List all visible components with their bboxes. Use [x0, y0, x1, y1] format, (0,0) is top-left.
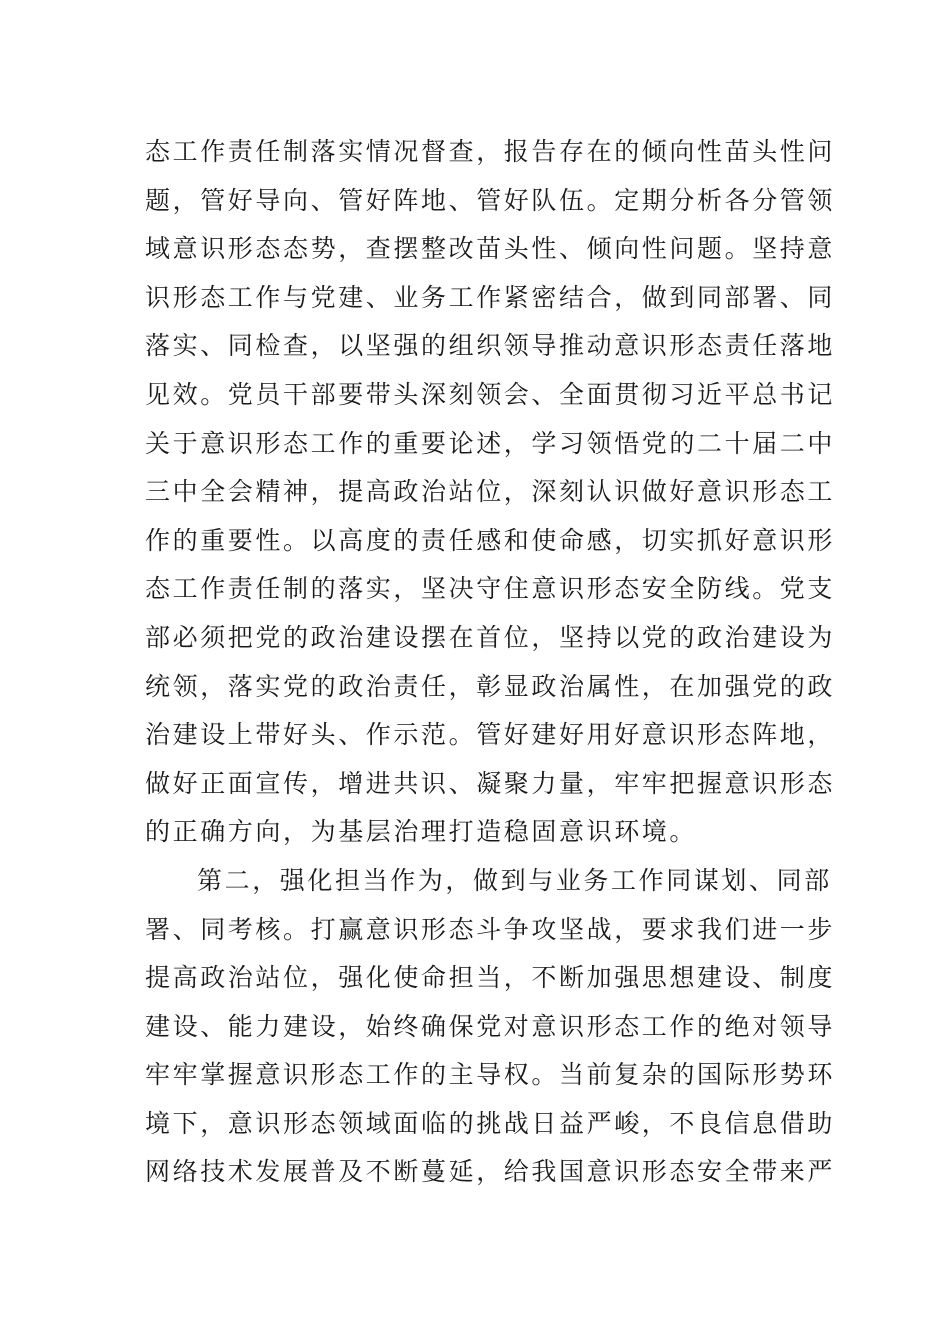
text-line: 提高政治站位，强化使命担当，不断加强思想建设、制度: [145, 963, 836, 993]
text-line: 关于意识形态工作的重要论述，学习领悟党的二十届二中: [145, 428, 836, 458]
text-line: 境下，意识形态领域面临的挑战日益严峻，不良信息借助: [145, 1108, 836, 1138]
text-line: 部必须把党的政治建设摆在首位，坚持以党的政治建设为: [145, 622, 836, 652]
text-line: 网络技术发展普及不断蔓延，给我国意识形态安全带来严: [145, 1157, 836, 1187]
text-line: 治建设上带好头、作示范。管好建好用好意识形态阵地，: [145, 720, 836, 750]
paragraph-start-line: 第二，强化担当作为，做到与业务工作同谋划、同部: [197, 865, 832, 895]
text-line: 三中全会精神，提高政治站位，深刻认识做好意识形态工: [145, 477, 836, 507]
text-line: 态工作责任制落实情况督查，报告存在的倾向性苗头性问: [145, 137, 836, 166]
text-line: 落实、同检查，以坚强的组织领导推动意识形态责任落地: [145, 331, 836, 361]
text-line: 域意识形态态势，查摆整改苗头性、倾向性问题。坚持意: [145, 234, 836, 264]
text-line: 的正确方向，为基层治理打造稳固意识环境。: [145, 817, 698, 847]
text-line: 建设、能力建设，始终确保党对意识形态工作的绝对领导: [145, 1011, 836, 1041]
text-line: 见效。党员干部要带头深刻领会、全面贯彻习近平总书记: [145, 379, 836, 409]
text-line: 态工作责任制的落实，坚决守住意识形态安全防线。党支: [145, 574, 836, 604]
text-line: 做好正面宣传，增进共识、凝聚力量，牢牢把握意识形态: [145, 768, 836, 798]
text-line: 作的重要性。以高度的责任感和使命感，切实抓好意识形: [145, 525, 836, 555]
text-line: 署、同考核。打赢意识形态斗争攻坚战，要求我们进一步: [145, 914, 836, 944]
text-line: 统领，落实党的政治责任，彰显政治属性，在加强党的政: [145, 671, 836, 701]
body-text: [145, 128, 836, 1197]
text-line: 题，管好导向、管好阵地、管好队伍。定期分析各分管领: [145, 185, 836, 215]
text-line: 识形态工作与党建、业务工作紧密结合，做到同部署、同: [145, 282, 836, 312]
text-line: 牢牢掌握意识形态工作的主导权。当前复杂的国际形势环: [145, 1060, 836, 1090]
